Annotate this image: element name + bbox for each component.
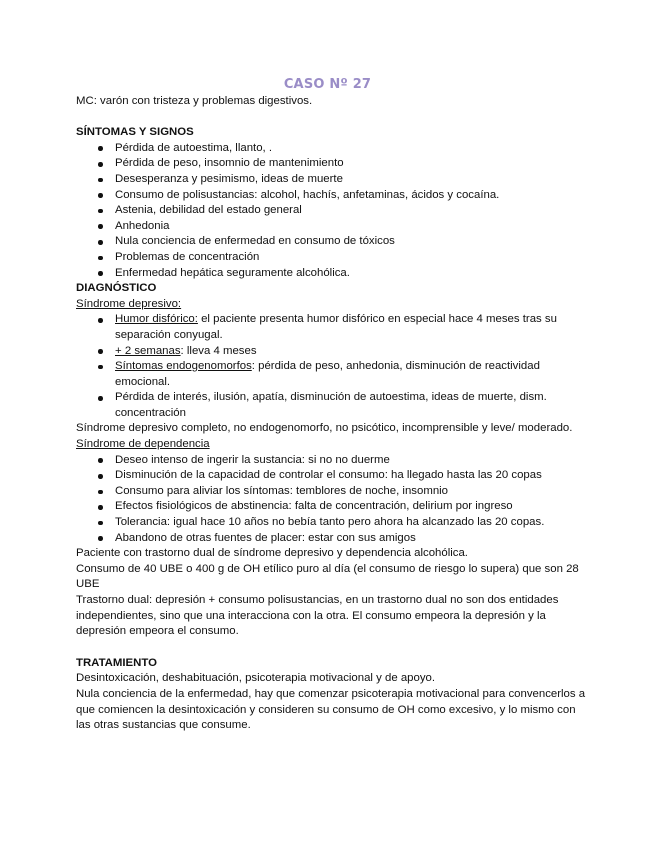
paragraph: Consumo de 40 UBE o 400 g de OH etílico puro al día (el consumo de riesgo lo supera) que son 28 UBE: [76, 562, 579, 591]
list-item: Problemas de concentración: [115, 250, 586, 266]
list-item: [115, 344, 586, 360]
item-text: el paciente presenta humor disfórico en especial hace 4 meses tras su separación conyugal.: [115, 313, 557, 341]
sintomas-heading: SÍNTOMAS Y SIGNOS: [76, 126, 194, 139]
list-item: Tolerancia: igual hace 10 años no bebía tanto pero ahora ha alcanzado las 20 copas.: [115, 515, 586, 531]
list-item: Anhedonia: [115, 219, 586, 235]
paragraph: Desintoxicación, deshabituación, psicoterapia motivacional y de apoyo.: [76, 672, 436, 685]
list-item: Disminución de la capacidad de controlar el consumo: ha llegado hasta las 20 copas: [115, 468, 586, 484]
item-text: Pérdida de interés, ilusión, apatía, disminución de autoestima, ideas de muerte, dism. concentración: [115, 391, 547, 419]
case-title: CASO Nº 27: [283, 77, 372, 92]
item-label: Síntomas endogenomorfos: [115, 360, 252, 373]
list-item: Abandono de otras fuentes de placer: estar con sus amigos: [115, 531, 586, 547]
list-item: [115, 390, 586, 421]
sintomas-list: [76, 141, 586, 281]
item-label: + 2 semanas: [115, 344, 181, 357]
chief-complaint: MC: varón con tristeza y problemas digestivos.: [76, 95, 313, 107]
list-item: Consumo de polisustancias: alcohol, hachís, anfetaminas, ácidos y cocaína.: [115, 188, 586, 204]
list-item: Consumo para aliviar los síntomas: temblores de noche, insomnio: [115, 484, 586, 500]
document-body: [76, 94, 586, 734]
depresivo-list: [76, 312, 586, 421]
list-item: Nula conciencia de enfermedad en consumo de tóxicos: [115, 234, 586, 250]
paragraph: Trastorno dual: depresión + consumo polisustancias, en un trastorno dual no son dos entidades independientes, sino que una interacciona con la otra. El consumo empeora la depresión y la depresión empeora el consumo.: [76, 594, 559, 638]
list-item: Enfermedad hepática seguramente alcohólica.: [115, 266, 586, 282]
diagnostico-heading: DIAGNÓSTICO: [76, 282, 157, 295]
item-text: : pérdida de peso, anhedonia, disminución de reactividad emocional.: [115, 360, 540, 388]
dependencia-list: [76, 453, 586, 547]
list-item: [115, 359, 586, 390]
paragraph: Nula conciencia de la enfermedad, hay que comenzar psicoterapia motivacional para convencerlos a que comiencen la desintoxicación y consideren su consumo de OH como excesivo, y lo mismo con las otras sustancias que consume.: [76, 687, 586, 732]
item-label: Humor disfórico:: [115, 313, 198, 326]
list-item: Efectos fisiológicos de abstinencia: falta de concentración, delirium por ingreso: [115, 499, 586, 515]
list-item: Astenia, debilidad del estado general: [115, 203, 586, 219]
depresivo-summary: Síndrome depresivo completo, no endogenomorfo, no psicótico, incomprensible y leve/ moderado.: [76, 422, 573, 435]
paragraph: Paciente con trastorno dual de síndrome depresivo y dependencia alcohólica.: [76, 547, 468, 560]
dependencia-heading: Síndrome de dependencia: [76, 438, 210, 451]
list-item: Desesperanza y pesimismo, ideas de muerte: [115, 172, 586, 188]
item-text: : lleva 4 meses: [180, 344, 257, 357]
list-item: Deseo intenso de ingerir la sustancia: si no no duerme: [115, 453, 586, 469]
list-item: Pérdida de autoestima, llanto, .: [115, 141, 586, 157]
list-item: Pérdida de peso, insomnio de mantenimiento: [115, 156, 586, 172]
list-item: [115, 312, 586, 343]
tratamiento-heading: TRATAMIENTO: [76, 656, 157, 669]
depresivo-heading: Síndrome depresivo:: [76, 297, 182, 310]
